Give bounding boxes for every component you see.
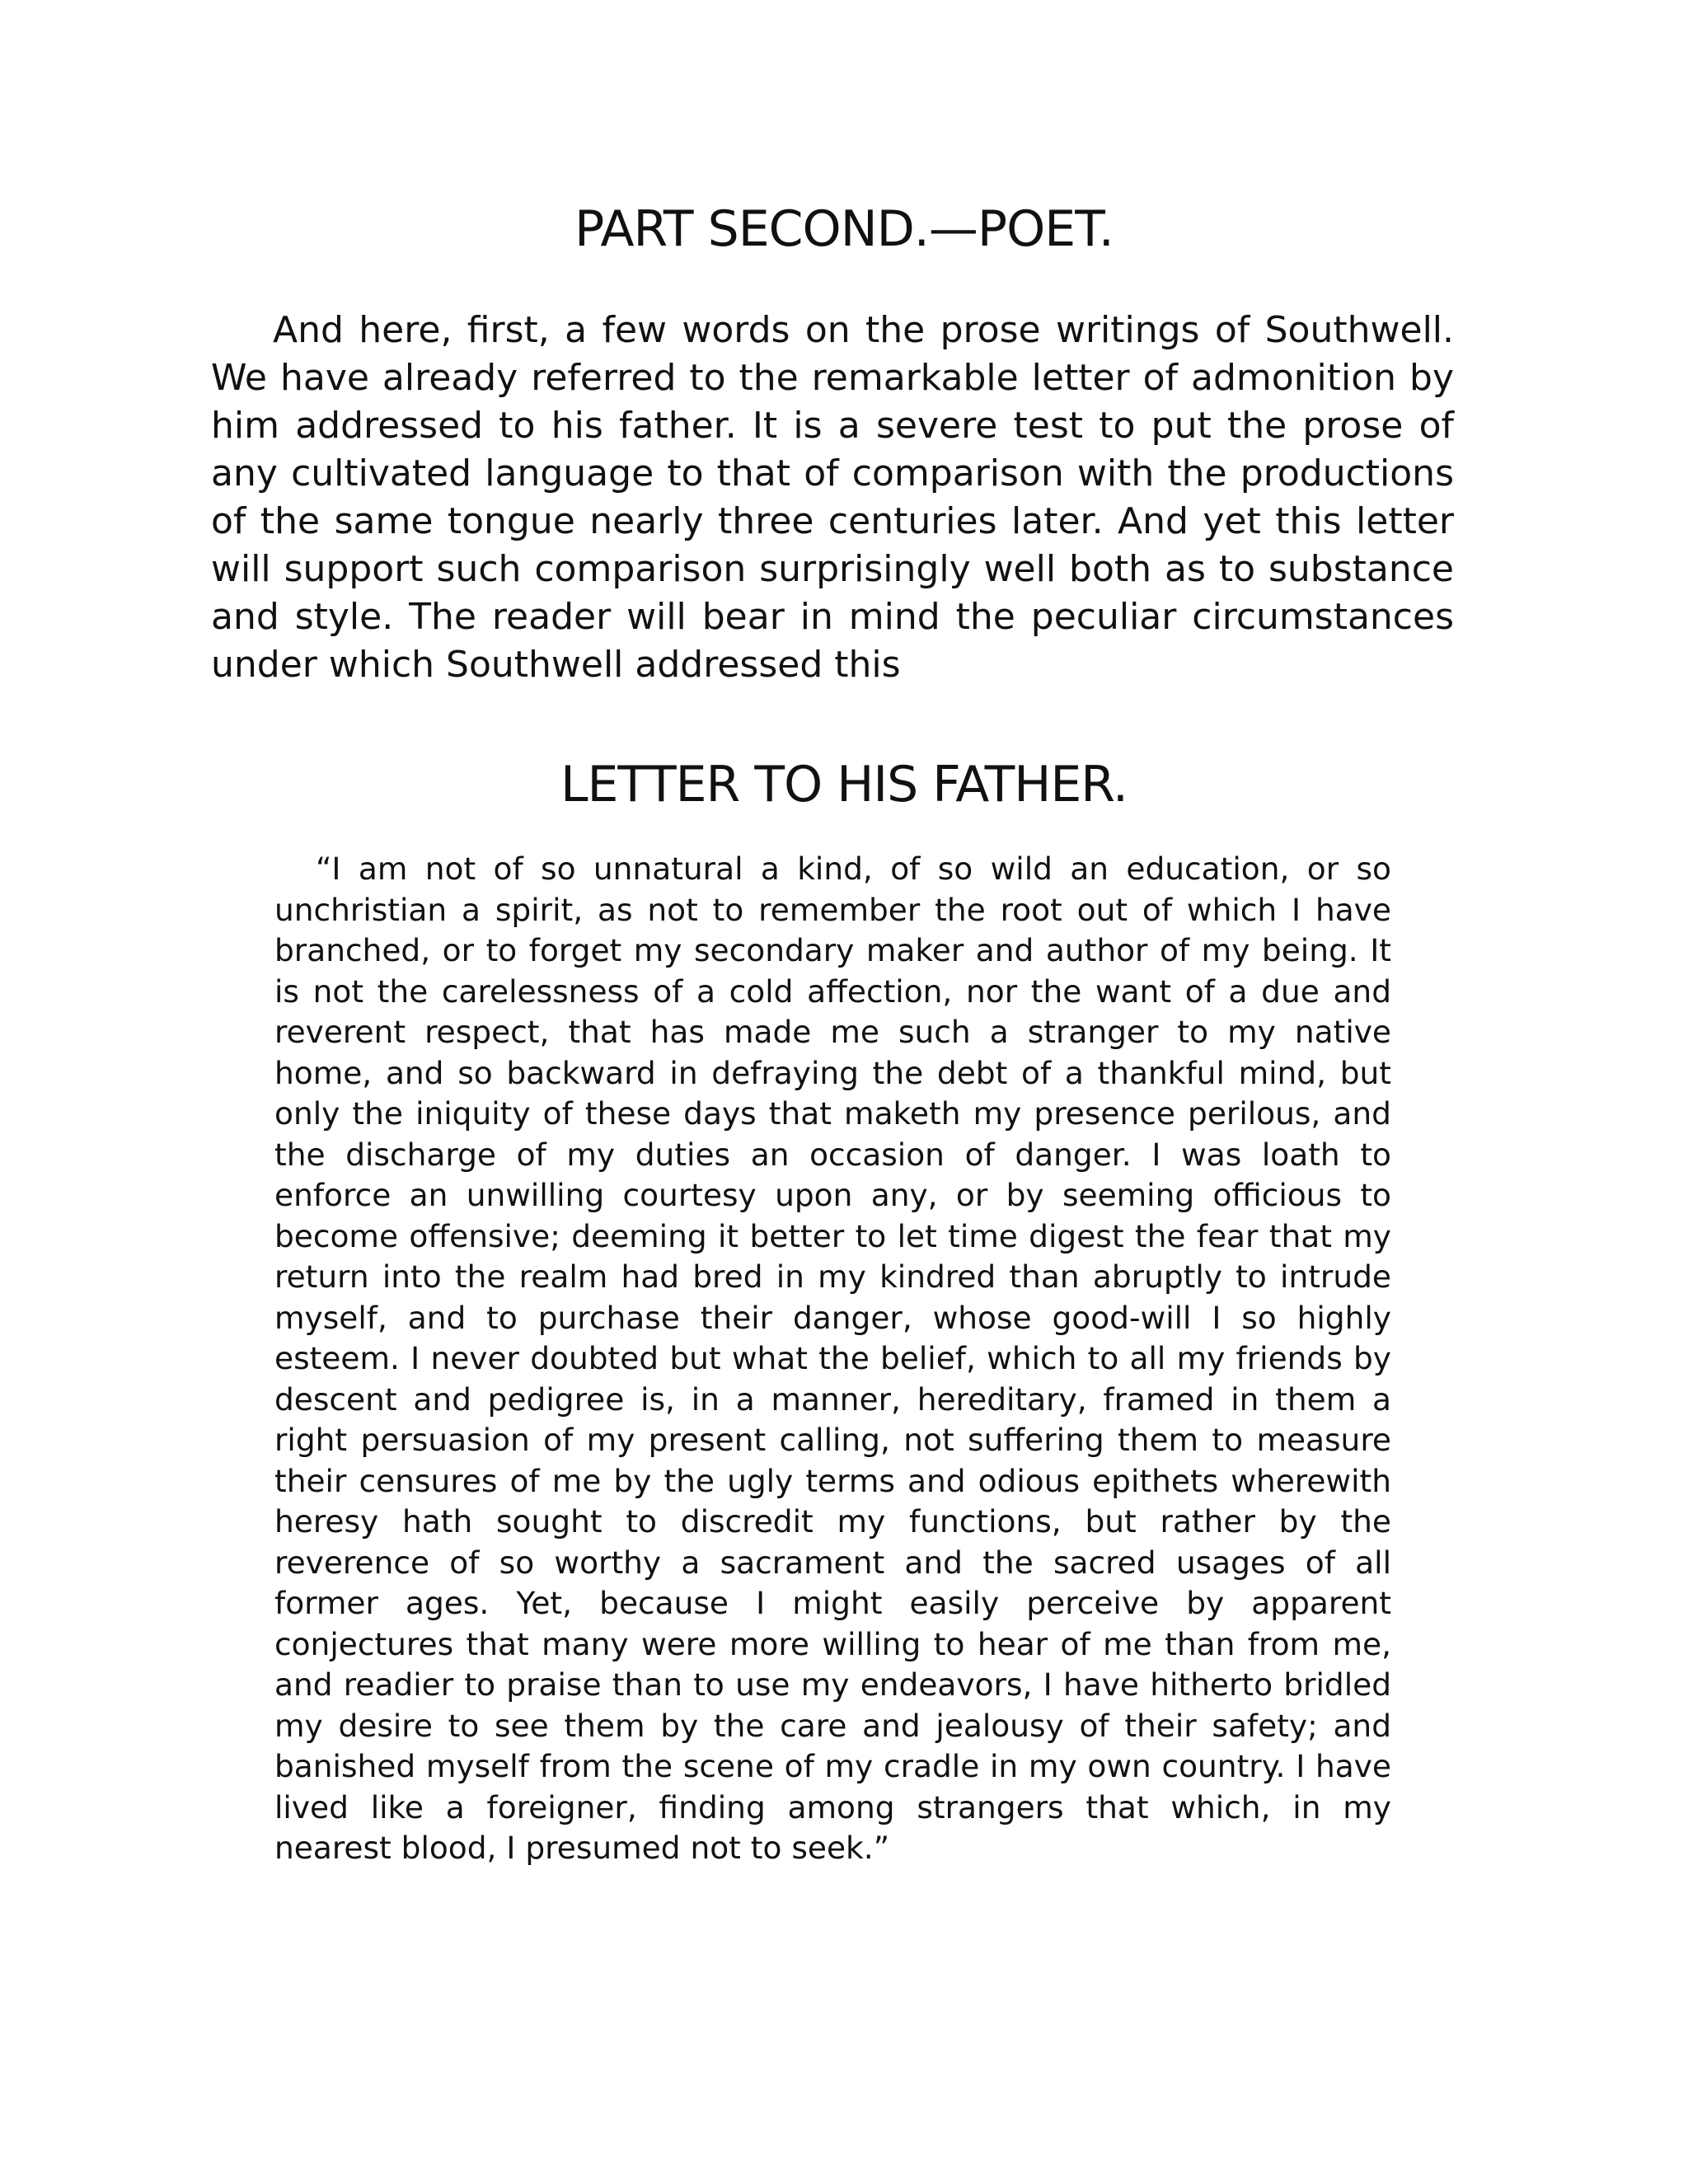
part-heading: PART SECOND.—POET.: [574, 200, 1114, 258]
intro-paragraph: And here, first, a few words on the prose writings of Southwell. We have already referred to the remarkable letter of admonition by him addressed to his father. It is a severe test to put the prose of any cultivated language to that of comparison with the productions of the same tongue nearly three centuries later. And yet this letter will support such comparison surprisingly well both as to substance and style. The reader will bear in mind the peculiar circumstances under which Southwell addressed this: [211, 309, 1454, 686]
letter-heading: LETTER TO HIS FATHER.: [560, 756, 1128, 813]
letter-quote: “I am not of so unnatural a kind, of so wild an education, or so unchristian a spirit, as not to remember the root out of which I have branched, or to forget my secondary maker and author of my being. It is not the carelessness of a cold affection, nor the want of a due and reverent respect, that has made me such a stranger to my native home, and so backward in defraying the debt of a thankful mind, but only the iniquity of these days that maketh my presence perilous, and the discharge of my duties an occasion of danger. I was loath to enforce an unwilling courtesy upon any, or by seeming officious to become offensive; deeming it better to let time digest the fear that my return into the realm had bred in my kindred than abruptly to intrude myself, and to purchase their danger, whose good-will I so highly esteem. I never doubted but what the belief, which to all my friends by descent and pedigree is, in a manner, hereditary, framed in them a right persuasion of my present calling, not suffering them to measure their censures of me by the ugly terms and odious epithets wherewith heresy hath sought to discredit my functions, but rather by the reverence of so worthy a sacrament and the sacred usages of all former ages. Yet, because I might easily perceive by apparent conjectures that many were more willing to hear of me than from me, and readier to praise than to use my endeavors, I have hitherto bridled my desire to see them by the care and jealousy of their safety; and banished myself from the scene of my cradle in my own country. I have lived like a foreigner, finding among strangers that which, in my nearest blood, I presumed not to seek.”: [274, 851, 1391, 1866]
